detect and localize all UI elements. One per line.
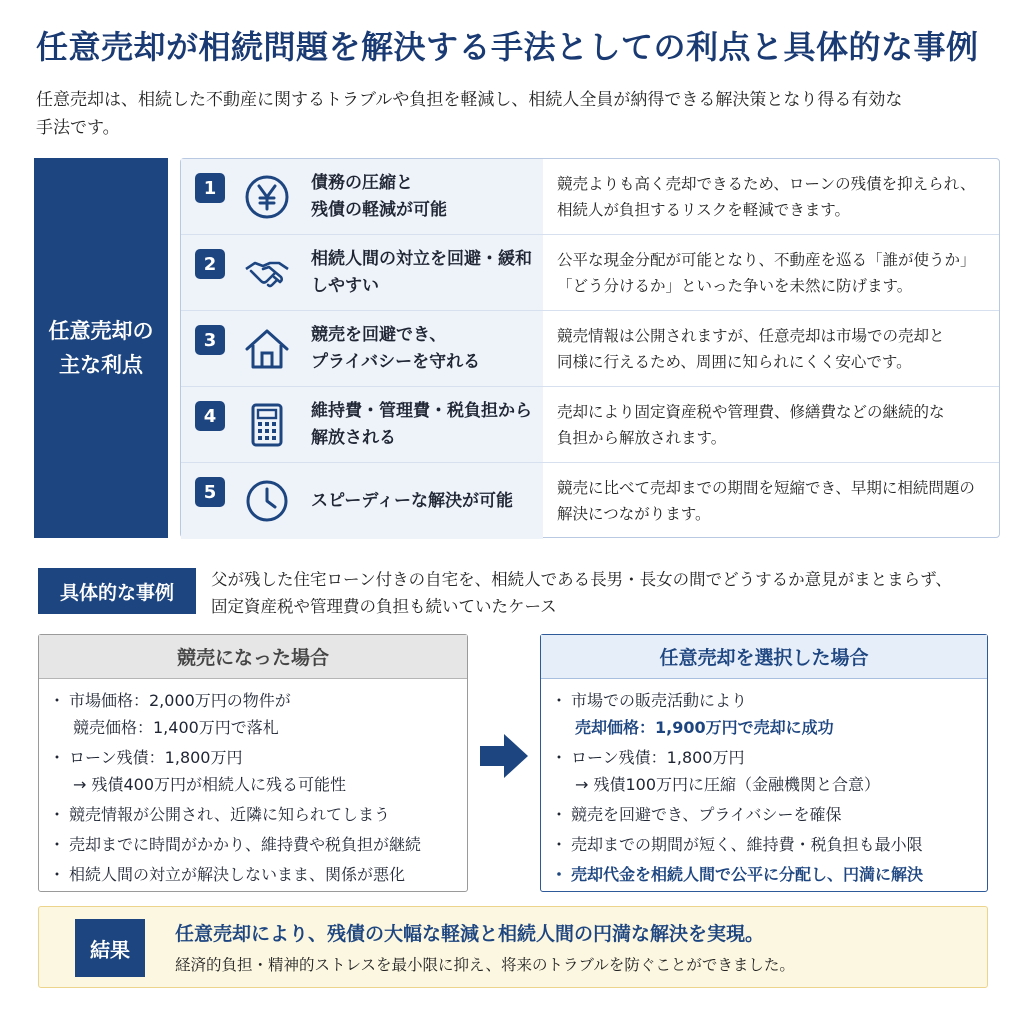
intro-text: 任意売却は、相続した不動産に関するトラブルや負担を軽減し、相続人全員が納得できる解決策となり得る有効な手法です。 bbox=[36, 90, 903, 138]
benefit-title-line: 維持費・管理費・税負担から bbox=[311, 400, 532, 421]
house-icon bbox=[243, 325, 291, 373]
auction-list bbox=[39, 679, 467, 888]
benefit-desc-line: 競売情報は公開されますが、任意売却は市場での売却と bbox=[557, 326, 945, 345]
benefit-description bbox=[557, 387, 991, 462]
list-item: ・ 競売情報が公開され、近隣に知られてしまう bbox=[53, 801, 455, 828]
voluntary-heading: 任意売却を選択した場合 bbox=[541, 635, 987, 679]
benefit-row-1 bbox=[181, 159, 999, 235]
auction-heading: 競売になった場合 bbox=[39, 635, 467, 679]
benefit-description bbox=[557, 159, 991, 234]
benefit-title bbox=[311, 387, 541, 462]
benefit-desc-line: 解決につながります。 bbox=[557, 505, 711, 523]
list-item: ・ ローン残債：1,800万円 → 残債100万円に圧縮（金融機関と合意） bbox=[555, 744, 975, 798]
benefits-table bbox=[180, 158, 1000, 538]
benefit-title-line: 債務の圧縮と bbox=[311, 172, 413, 193]
list-item: ・ 売却代金を相続人間で公平に分配し、円満に解決 bbox=[555, 861, 975, 888]
arrow-right-icon bbox=[478, 730, 530, 782]
calculator-icon bbox=[243, 401, 291, 449]
list-item: ・ 相続人間の対立が解決しないまま、関係が悪化 bbox=[53, 861, 455, 888]
auction-case-box bbox=[38, 634, 468, 892]
benefit-title bbox=[311, 463, 541, 539]
case-desc-line: 父が残した住宅ローン付きの自宅を、相続人である長男・長女の間でどうするか意見がまとまらず、 bbox=[211, 570, 952, 589]
result-box bbox=[38, 906, 988, 988]
benefit-number-badge: 4 bbox=[195, 401, 225, 431]
benefit-desc-line: 売却により固定資産税や管理費、修繕費などの継続的な bbox=[557, 402, 945, 421]
result-headline: 任意売却により、残債の大幅な軽減と相続人間の円満な解決を実現。 bbox=[175, 923, 765, 945]
list-item: ・ 競売を回避でき、プライバシーを確保 bbox=[555, 801, 975, 828]
yen-icon bbox=[243, 173, 291, 221]
benefit-title-line: 残債の軽減が可能 bbox=[311, 199, 447, 220]
benefit-row-3 bbox=[181, 311, 999, 387]
voluntary-list bbox=[541, 679, 987, 888]
benefit-title bbox=[311, 235, 541, 310]
benefit-number-badge: 2 bbox=[195, 249, 225, 279]
benefit-title-line: 相続人間の対立を回避・緩和 bbox=[311, 248, 532, 269]
benefit-number-badge: 3 bbox=[195, 325, 225, 355]
benefit-row-2 bbox=[181, 235, 999, 311]
benefit-desc-line: 公平な現金分配が可能となり、不動産を巡る「誰が使うか」 bbox=[557, 250, 976, 269]
benefit-title bbox=[311, 311, 541, 386]
benefit-desc-line: 競売よりも高く売却できるため、ローンの残債を抑えられ、 bbox=[557, 174, 976, 193]
result-label: 結果 bbox=[75, 919, 145, 977]
benefit-desc-line: 競売に比べて売却までの期間を短縮でき、早期に相続問題の bbox=[557, 479, 975, 497]
benefit-title-line: スピーディーな解決が可能 bbox=[311, 490, 513, 511]
benefit-row-5 bbox=[181, 463, 999, 539]
list-item: ・ 売却までに時間がかかり、維持費や税負担が継続 bbox=[53, 831, 455, 858]
clock-icon bbox=[243, 477, 291, 525]
benefit-desc-line: 同様に行えるため、周囲に知られにくく安心です。 bbox=[557, 352, 912, 371]
benefit-desc-line: 「どう分けるか」といった争いを未然に防げます。 bbox=[557, 276, 913, 295]
benefit-title-line: しやすい bbox=[311, 275, 379, 296]
benefit-description bbox=[557, 311, 991, 386]
benefits-section-label bbox=[34, 158, 168, 538]
list-item: ・ 売却までの期間が短く、維持費・税負担も最小限 bbox=[555, 831, 975, 858]
case-desc-line: 固定資産税や管理費の負担も続いていたケース bbox=[211, 597, 557, 616]
voluntary-sale-box bbox=[540, 634, 988, 892]
benefit-description bbox=[557, 235, 991, 310]
benefit-description bbox=[557, 463, 991, 539]
benefits-label-text: 任意売却の主な利点 bbox=[48, 319, 154, 377]
case-section-label: 具体的な事例 bbox=[38, 568, 196, 614]
list-item: ・ ローン残債：1,800万円 → 残債400万円が相続人に残る可能性 bbox=[53, 744, 455, 798]
list-item: ・ 市場での販売活動により 売却価格：1,900万円で売却に成功 bbox=[555, 687, 975, 741]
result-detail: 経済的負担・精神的ストレスを最小限に抑え、将来のトラブルを防ぐことができました。 bbox=[175, 956, 795, 974]
case-description bbox=[211, 566, 1001, 620]
benefit-desc-line: 相続人が負担するリスクを軽減できます。 bbox=[557, 200, 850, 219]
benefit-title bbox=[311, 159, 541, 234]
benefit-number-badge: 1 bbox=[195, 173, 225, 203]
list-item: ・ 市場価格：2,000万円の物件が 競売価格：1,400万円で落札 bbox=[53, 687, 455, 741]
page-title: 任意売却が相続問題を解決する手法としての利点と具体的な事例 bbox=[36, 28, 979, 66]
benefit-title-line: プライバシーを守れる bbox=[311, 351, 481, 372]
benefit-desc-line: 負担から解放されます。 bbox=[557, 428, 727, 447]
benefit-title-line: 競売を回避でき、 bbox=[311, 324, 447, 345]
benefit-title-line: 解放される bbox=[311, 427, 396, 448]
handshake-icon bbox=[243, 249, 291, 297]
benefit-row-4 bbox=[181, 387, 999, 463]
benefit-number-badge: 5 bbox=[195, 477, 225, 507]
